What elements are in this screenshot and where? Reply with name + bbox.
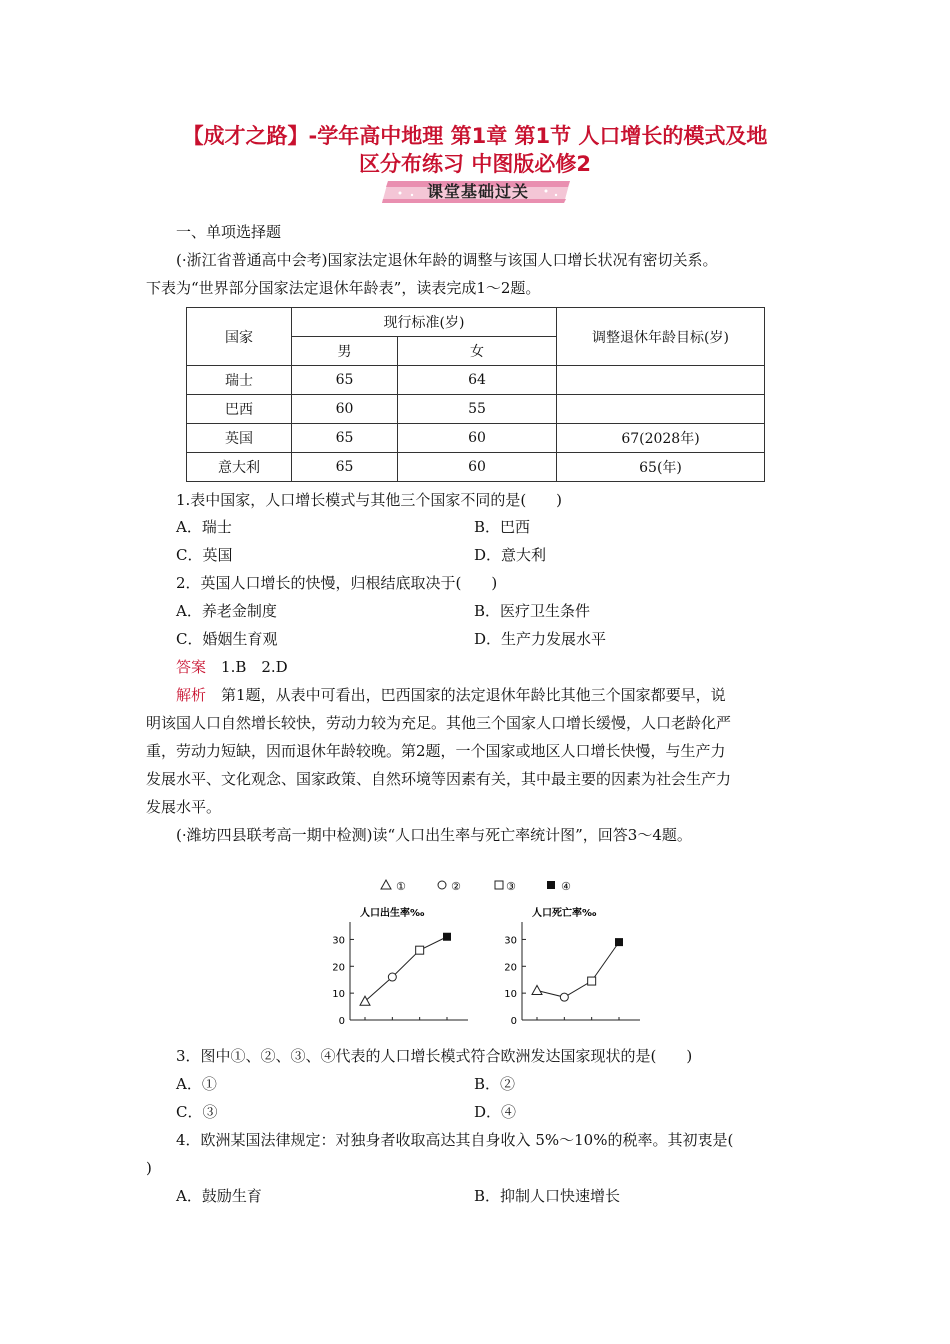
q1-option-b: B．巴西 bbox=[474, 518, 531, 536]
answer-text: 1.B 2.D bbox=[221, 658, 288, 676]
death-point-4 bbox=[615, 938, 623, 946]
q3-option-a: A．① bbox=[176, 1075, 217, 1093]
header-country: 国家 bbox=[187, 308, 292, 366]
death-point-2 bbox=[560, 993, 568, 1001]
cell-target bbox=[557, 366, 765, 395]
section-heading: 一、单项选择题 bbox=[176, 223, 282, 241]
cell-country: 意大利 bbox=[187, 453, 292, 482]
header-female: 女 bbox=[398, 337, 557, 366]
q3-option-b: B．② bbox=[474, 1075, 516, 1093]
cell-male: 65 bbox=[292, 453, 398, 482]
table-row bbox=[187, 395, 765, 424]
q4-option-a: A．鼓励生育 bbox=[176, 1187, 262, 1205]
title-line-2: 区分布练习 中图版必修2 bbox=[359, 152, 591, 176]
table-header-row bbox=[187, 308, 765, 337]
table-row bbox=[187, 366, 765, 395]
table-row bbox=[187, 453, 765, 482]
q2-option-b: B．医疗卫生条件 bbox=[474, 602, 591, 620]
death-rate-panel bbox=[504, 906, 640, 1027]
birth-death-rate-chart bbox=[320, 876, 650, 1036]
death-y-tick-label: 0 bbox=[510, 1016, 517, 1027]
analysis-line-3: 重，劳动力短缺，因而退休年龄较晚。第2题，一个国家或地区人口增长快慢，与生产力 bbox=[146, 742, 726, 760]
q2-option-a: A．养老金制度 bbox=[176, 602, 277, 620]
legend-triangle-icon bbox=[381, 880, 391, 889]
birth-point-2 bbox=[388, 973, 396, 981]
legend-label-4: ④ bbox=[561, 880, 571, 893]
birth-point-3 bbox=[416, 946, 424, 954]
answer-label: 答案 bbox=[176, 658, 207, 676]
cell-country: 瑞士 bbox=[187, 366, 292, 395]
q4-stem-1: 4．欧洲某国法律规定：对独身者收取高达其自身收入 5%～10%的税率。其初衷是( bbox=[176, 1131, 734, 1149]
legend-label-2: ② bbox=[451, 880, 461, 893]
cell-male: 65 bbox=[292, 366, 398, 395]
q2-option-d: D．生产力发展水平 bbox=[474, 630, 607, 648]
legend-square-icon bbox=[495, 881, 503, 889]
cell-male: 65 bbox=[292, 424, 398, 453]
birth-series-line bbox=[365, 937, 447, 1001]
intro-line-2: 下表为“世界部分国家法定退休年龄表”，读表完成1～2题。 bbox=[146, 279, 541, 297]
death-y-tick-label: 30 bbox=[504, 935, 517, 947]
cell-target bbox=[557, 395, 765, 424]
section-banner bbox=[380, 178, 576, 206]
q4-option-b: B．抑制人口快速增长 bbox=[474, 1187, 621, 1205]
cell-target: 67(2028年) bbox=[557, 424, 765, 453]
cell-country: 英国 bbox=[187, 424, 292, 453]
legend-label-3: ③ bbox=[506, 880, 516, 893]
q1-option-c: C．英国 bbox=[176, 546, 233, 564]
death-point-1 bbox=[532, 985, 542, 994]
birth-y-tick-label: 10 bbox=[332, 989, 345, 1001]
q4-stem-2: ) bbox=[146, 1159, 152, 1177]
death-rate-ylabel: 人口死亡率‰ bbox=[532, 908, 597, 919]
header-target: 调整退休年龄目标(岁) bbox=[557, 308, 765, 366]
q3-option-c: C．③ bbox=[176, 1103, 218, 1121]
q1-option-d: D．意大利 bbox=[474, 546, 547, 564]
q3-stem: 3．图中①、②、③、④代表的人口增长模式符合欧洲发达国家现状的是( ) bbox=[176, 1047, 693, 1065]
chart-legend bbox=[381, 880, 571, 893]
title-line-1: 【成才之路】-学年高中地理 第1章 第1节 人口增长的模式及地 bbox=[182, 124, 768, 148]
death-y-tick-label: 10 bbox=[504, 989, 517, 1001]
analysis-line-5: 发展水平。 bbox=[146, 798, 222, 816]
cell-male: 60 bbox=[292, 395, 398, 424]
cell-country: 巴西 bbox=[187, 395, 292, 424]
q1-option-a: A．瑞士 bbox=[176, 518, 232, 536]
death-point-3 bbox=[588, 977, 596, 985]
birth-rate-ylabel: 人口出生率‰ bbox=[360, 908, 425, 919]
q2-option-c: C．婚姻生育观 bbox=[176, 630, 278, 648]
analysis-line-4: 发展水平、文化观念、国家政策、自然环境等因素有关，其中最主要的因素为社会生产力 bbox=[146, 770, 732, 788]
header-current: 现行标准(岁) bbox=[292, 308, 557, 337]
death-y-tick-label: 20 bbox=[504, 962, 517, 974]
cell-female: 64 bbox=[398, 366, 557, 395]
cell-female: 55 bbox=[398, 395, 557, 424]
cell-female: 60 bbox=[398, 424, 557, 453]
birth-y-tick-label: 20 bbox=[332, 962, 345, 974]
cell-female: 60 bbox=[398, 453, 557, 482]
analysis-line-2: 明该国人口自然增长较快，劳动力较为充足。其他三个国家人口增长缓慢，人口老龄化严 bbox=[146, 714, 732, 732]
q1-stem: 1.表中国家，人口增长模式与其他三个国家不同的是( ) bbox=[176, 491, 563, 509]
legend-label-1: ① bbox=[396, 880, 406, 893]
table-row bbox=[187, 424, 765, 453]
analysis-text-1: 第1题，从表中可看出，巴西国家的法定退休年龄比其他三个国家都要早，说 bbox=[221, 686, 726, 704]
birth-rate-panel bbox=[332, 906, 468, 1027]
analysis-line-1 bbox=[176, 685, 726, 705]
analysis-label: 解析 bbox=[176, 686, 207, 704]
page-title bbox=[100, 122, 850, 178]
header-male: 男 bbox=[292, 337, 398, 366]
answer-line bbox=[176, 657, 288, 677]
q3-option-d: D．④ bbox=[474, 1103, 517, 1121]
birth-point-4 bbox=[443, 933, 451, 941]
death-series-line bbox=[537, 942, 619, 997]
legend-circle-icon bbox=[438, 881, 446, 889]
intro-line-1: (·浙江省普通高中会考)国家法定退休年龄的调整与该国人口增长状况有密切关系。 bbox=[176, 251, 718, 269]
birth-y-tick-label: 0 bbox=[338, 1016, 345, 1027]
retirement-table bbox=[186, 307, 765, 482]
birth-y-tick-label: 30 bbox=[332, 935, 345, 947]
q2-stem: 2．英国人口增长的快慢，归根结底取决于( ) bbox=[176, 574, 498, 592]
cell-target: 65(年) bbox=[557, 453, 765, 482]
intro-2: (·潍坊四县联考高一期中检测)读“人口出生率与死亡率统计图”，回答3～4题。 bbox=[176, 826, 692, 844]
banner-label: 课堂基础过关 bbox=[426, 182, 529, 201]
legend-filled-square-icon bbox=[547, 881, 555, 889]
